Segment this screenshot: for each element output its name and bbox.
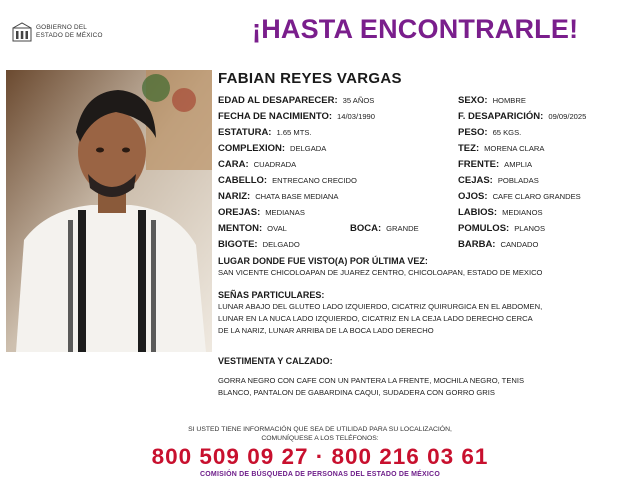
gov-logo-text <box>36 24 103 39</box>
field-value: DELGADA <box>290 144 327 153</box>
field-label: LABIOS: <box>458 207 498 218</box>
field-label: CABELLO: <box>218 175 268 186</box>
phone-numbers: 800 509 09 27 · 800 216 03 61 <box>151 444 489 469</box>
gov-logo-line1: GOBIERNO DEL <box>36 24 88 31</box>
field-pomulos <box>458 224 545 234</box>
field-tez <box>458 144 544 154</box>
field-value: GRANDE <box>386 224 419 233</box>
field-value: 14/03/1990 <box>337 112 376 121</box>
field-complexion <box>218 144 326 154</box>
field-value: 65 KGS. <box>492 128 522 137</box>
field-label: TEZ: <box>458 143 480 154</box>
person-photo <box>6 70 212 352</box>
field-value: CUADRADA <box>253 160 297 169</box>
headline: ¡HASTA ENCONTRARLE! <box>252 14 579 44</box>
field-label: COMPLEXION: <box>218 143 286 154</box>
contact-info-line1: SI USTED TIENE INFORMACIÓN QUE SEA DE UTILIDAD PARA SU LOCALIZACIÓN, <box>188 426 452 433</box>
gov-logo <box>12 22 122 44</box>
field-label: OREJAS: <box>218 207 261 218</box>
field-ojos <box>458 192 581 202</box>
field-edad <box>218 96 374 106</box>
field-fecha-nacimiento <box>218 112 375 122</box>
field-label: CARA: <box>218 159 249 170</box>
marks-line: LUNAR ABAJO DEL GLUTEO LADO IZQUIERDO, CICATRIZ QUIRURGICA EN EL ABDOMEN, <box>218 302 543 311</box>
contact-info-line2: COMUNÍQUESE A LOS TELÉFONOS: <box>261 434 379 442</box>
field-frente <box>458 160 532 170</box>
field-value: 1.65 MTS. <box>276 128 312 137</box>
field-fecha-desaparicion <box>458 112 586 122</box>
field-peso <box>458 128 521 138</box>
field-label: OJOS: <box>458 191 488 202</box>
field-value: MEDIANOS <box>502 208 543 217</box>
field-label: ESTATURA: <box>218 127 272 138</box>
field-menton <box>218 224 287 234</box>
field-estatura <box>218 128 312 138</box>
field-value: HOMBRE <box>492 96 526 105</box>
field-value: AMPLIA <box>504 160 533 169</box>
field-value: MEDIANAS <box>265 208 305 217</box>
footer-org: COMISIÓN DE BÚSQUEDA DE PERSONAS DEL ESTADO DE MÉXICO <box>200 471 440 478</box>
clothing-line: GORRA NEGRO CON CAFE CON UN PANTERA LA FRENTE, MOCHILA NEGRO, TENIS <box>218 376 525 385</box>
field-orejas <box>218 208 305 218</box>
field-label: FRENTE: <box>458 159 500 170</box>
marks-line: LUNAR EN LA NUCA LADO IZQUIERDO, CICATRIZ EN LA CEJA LADO DERECHO CERCA <box>218 314 533 323</box>
field-labios <box>458 208 543 218</box>
field-nariz <box>218 192 338 202</box>
field-label: EDAD AL DESAPARECER: <box>218 95 338 106</box>
field-value: 35 AÑOS <box>342 96 375 105</box>
field-value: MORENA CLARA <box>484 144 545 153</box>
field-value: CANDADO <box>500 240 539 249</box>
marks-line: DE LA NARIZ, LUNAR ARRIBA DE LA BOCA LADO DERECHO <box>218 326 434 335</box>
gov-logo-line2: ESTADO DE MÉXICO <box>36 31 103 39</box>
field-value: PLANOS <box>514 224 546 233</box>
field-cara <box>218 160 296 170</box>
field-cabello <box>218 176 357 186</box>
field-value: POBLADAS <box>497 176 539 185</box>
field-value: 09/09/2025 <box>548 112 587 121</box>
field-label: BARBA: <box>458 239 496 250</box>
clothing-line: BLANCO, PANTALON DE GABARDINA CAQUI, SUDADERA CON GORRO GRIS <box>218 388 495 397</box>
state-seal-icon <box>12 22 32 42</box>
field-bigote <box>218 240 300 250</box>
field-label: PESO: <box>458 127 488 138</box>
person-photo-art <box>6 70 212 352</box>
field-label: SEXO: <box>458 95 488 106</box>
clothing-title: VESTIMENTA Y CALZADO: <box>218 356 333 366</box>
last-seen-title: LUGAR DONDE FUE VISTO(A) POR ÚLTIMA VEZ: <box>218 256 428 266</box>
field-value: DELGADO <box>262 240 300 249</box>
last-seen-text: SAN VICENTE CHICOLOAPAN DE JUAREZ CENTRO, CHICOLOAPAN, ESTADO DE MEXICO <box>218 268 543 277</box>
field-label: BOCA: <box>350 223 382 234</box>
contact-info <box>0 426 640 443</box>
field-label: CEJAS: <box>458 175 493 186</box>
marks-title: SEÑAS PARTICULARES: <box>218 290 325 300</box>
field-sexo <box>458 96 526 106</box>
field-value: OVAL <box>267 224 287 233</box>
field-value: CAFE CLARO GRANDES <box>492 192 581 201</box>
field-value: CHATA BASE MEDIANA <box>255 192 339 201</box>
field-label: BIGOTE: <box>218 239 258 250</box>
field-cejas <box>458 176 539 186</box>
field-label: POMULOS: <box>458 223 510 234</box>
field-barba <box>458 240 538 250</box>
field-label: F. DESAPARICIÓN: <box>458 111 544 122</box>
field-boca <box>350 224 419 234</box>
person-name: FABIAN REYES VARGAS <box>218 70 402 87</box>
field-label: NARIZ: <box>218 191 251 202</box>
field-value: ENTRECANO CRECIDO <box>272 176 357 185</box>
field-label: MENTON: <box>218 223 263 234</box>
field-label: FECHA DE NACIMIENTO: <box>218 111 332 122</box>
